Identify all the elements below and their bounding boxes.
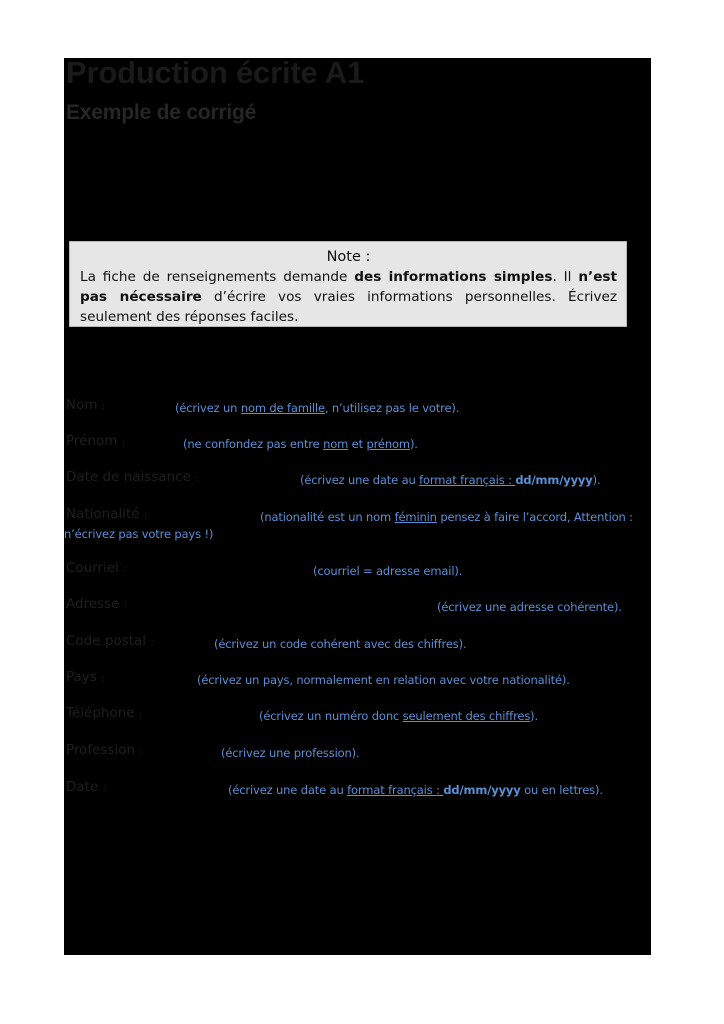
label-colon: : [123, 600, 128, 611]
label-text: Téléphone [66, 705, 135, 721]
hint-underlined: prénom [366, 437, 410, 451]
field-label-courriel [66, 560, 127, 576]
label-text: Pays [66, 669, 97, 685]
field-label-date [66, 779, 106, 795]
field-hint-nationalite-line2: n’écrivez pas votre pays !) [64, 527, 214, 541]
label-colon: : [143, 510, 148, 521]
field-hint-courriel: (courriel = adresse email). [313, 564, 463, 578]
hint-underlined: format français [419, 473, 509, 487]
label-text: Courriel [66, 560, 119, 576]
hint-underlined: format français [347, 783, 437, 797]
page-subtitle: Exemple de corrigé [66, 101, 257, 124]
label-text: Date de naissance [66, 469, 191, 485]
hint-underlined: féminin [394, 510, 437, 524]
hint-underlined: seulement des chiffres [402, 709, 531, 723]
hint-text: (écrivez une date au [300, 473, 420, 487]
field-hint-nationalite [260, 510, 633, 524]
hint-underlined: : [508, 473, 516, 487]
note-bold-1: des informations simples [354, 269, 553, 285]
hint-underlined: nom de famille [240, 401, 325, 415]
hint-underlined: nom [323, 437, 349, 451]
label-colon: : [150, 637, 154, 648]
hint-text: ). [530, 709, 539, 723]
note-text-1: La fiche de renseignements demande [80, 269, 355, 285]
page-title: Production écrite A1 [66, 55, 365, 90]
field-label-pays [66, 669, 105, 685]
label-text: Nationalité [66, 506, 140, 522]
hint-text: (écrivez un [175, 401, 241, 415]
field-hint-date [228, 783, 603, 797]
note-text-2: . Il [552, 269, 579, 285]
label-text: Prénom [66, 433, 118, 449]
field-label-adresse [66, 596, 127, 612]
note-title: Note : [326, 249, 371, 265]
hint-text: ). [409, 437, 418, 451]
label-text: Profession [66, 742, 136, 758]
label-colon: : [123, 564, 127, 575]
field-label-code-postal [66, 633, 154, 649]
hint-underlined: : [436, 783, 444, 797]
field-hint-telephone [259, 709, 538, 723]
field-hint-nom [175, 401, 459, 415]
hint-text: (écrivez une date au [228, 783, 348, 797]
label-colon: : [138, 709, 143, 720]
field-label-nom [66, 397, 105, 413]
field-hint-profession: (écrivez une profession). [221, 746, 360, 760]
hint-text: , n’utilisez pas le votre). [324, 401, 460, 415]
note-text-3: d’écrire vos vraies informations personnelles. Écrivez seulement des réponses faciles. [80, 289, 617, 325]
label-colon: : [102, 783, 106, 794]
note-body [80, 267, 617, 327]
field-hint-pays: (écrivez un pays, normalement en relation avec votre nationalité). [197, 673, 570, 687]
field-label-prenom [66, 433, 125, 449]
label-colon: : [195, 473, 199, 484]
document-sheet [64, 58, 651, 955]
label-colon: : [139, 746, 143, 757]
hint-text: (ne confondez pas entre [183, 437, 324, 451]
label-colon: : [101, 673, 105, 684]
field-label-profession [66, 742, 143, 758]
label-colon: : [121, 437, 126, 448]
hint-text: (écrivez un numéro donc [259, 709, 403, 723]
label-text: Nom [66, 397, 98, 413]
hint-text: ou en lettres). [520, 783, 603, 797]
field-hint-code-postal: (écrivez un code cohérent avec des chiffres). [214, 637, 467, 651]
label-colon: : [101, 401, 106, 412]
hint-bold: dd/mm/yyyy [515, 473, 593, 487]
hint-text: et [348, 437, 367, 451]
hint-text: ). [592, 473, 601, 487]
note-box [69, 241, 627, 327]
label-text: Date [66, 779, 99, 795]
field-label-date-naissance [66, 469, 199, 485]
label-text: Adresse [66, 596, 120, 612]
label-text: Code postal [66, 633, 147, 649]
hint-text: pensez à faire l’accord, Attention : [436, 510, 633, 524]
field-label-telephone [66, 705, 142, 721]
field-hint-adresse: (écrivez une adresse cohérente). [437, 600, 622, 614]
field-label-nationalite [66, 506, 147, 522]
note-bold-2: n’est pas nécessaire [80, 269, 618, 305]
hint-bold: dd/mm/yyyy [443, 783, 521, 797]
field-hint-prenom [183, 437, 418, 451]
hint-text: (nationalité est un nom [260, 510, 395, 524]
field-hint-date-naissance [300, 473, 600, 487]
